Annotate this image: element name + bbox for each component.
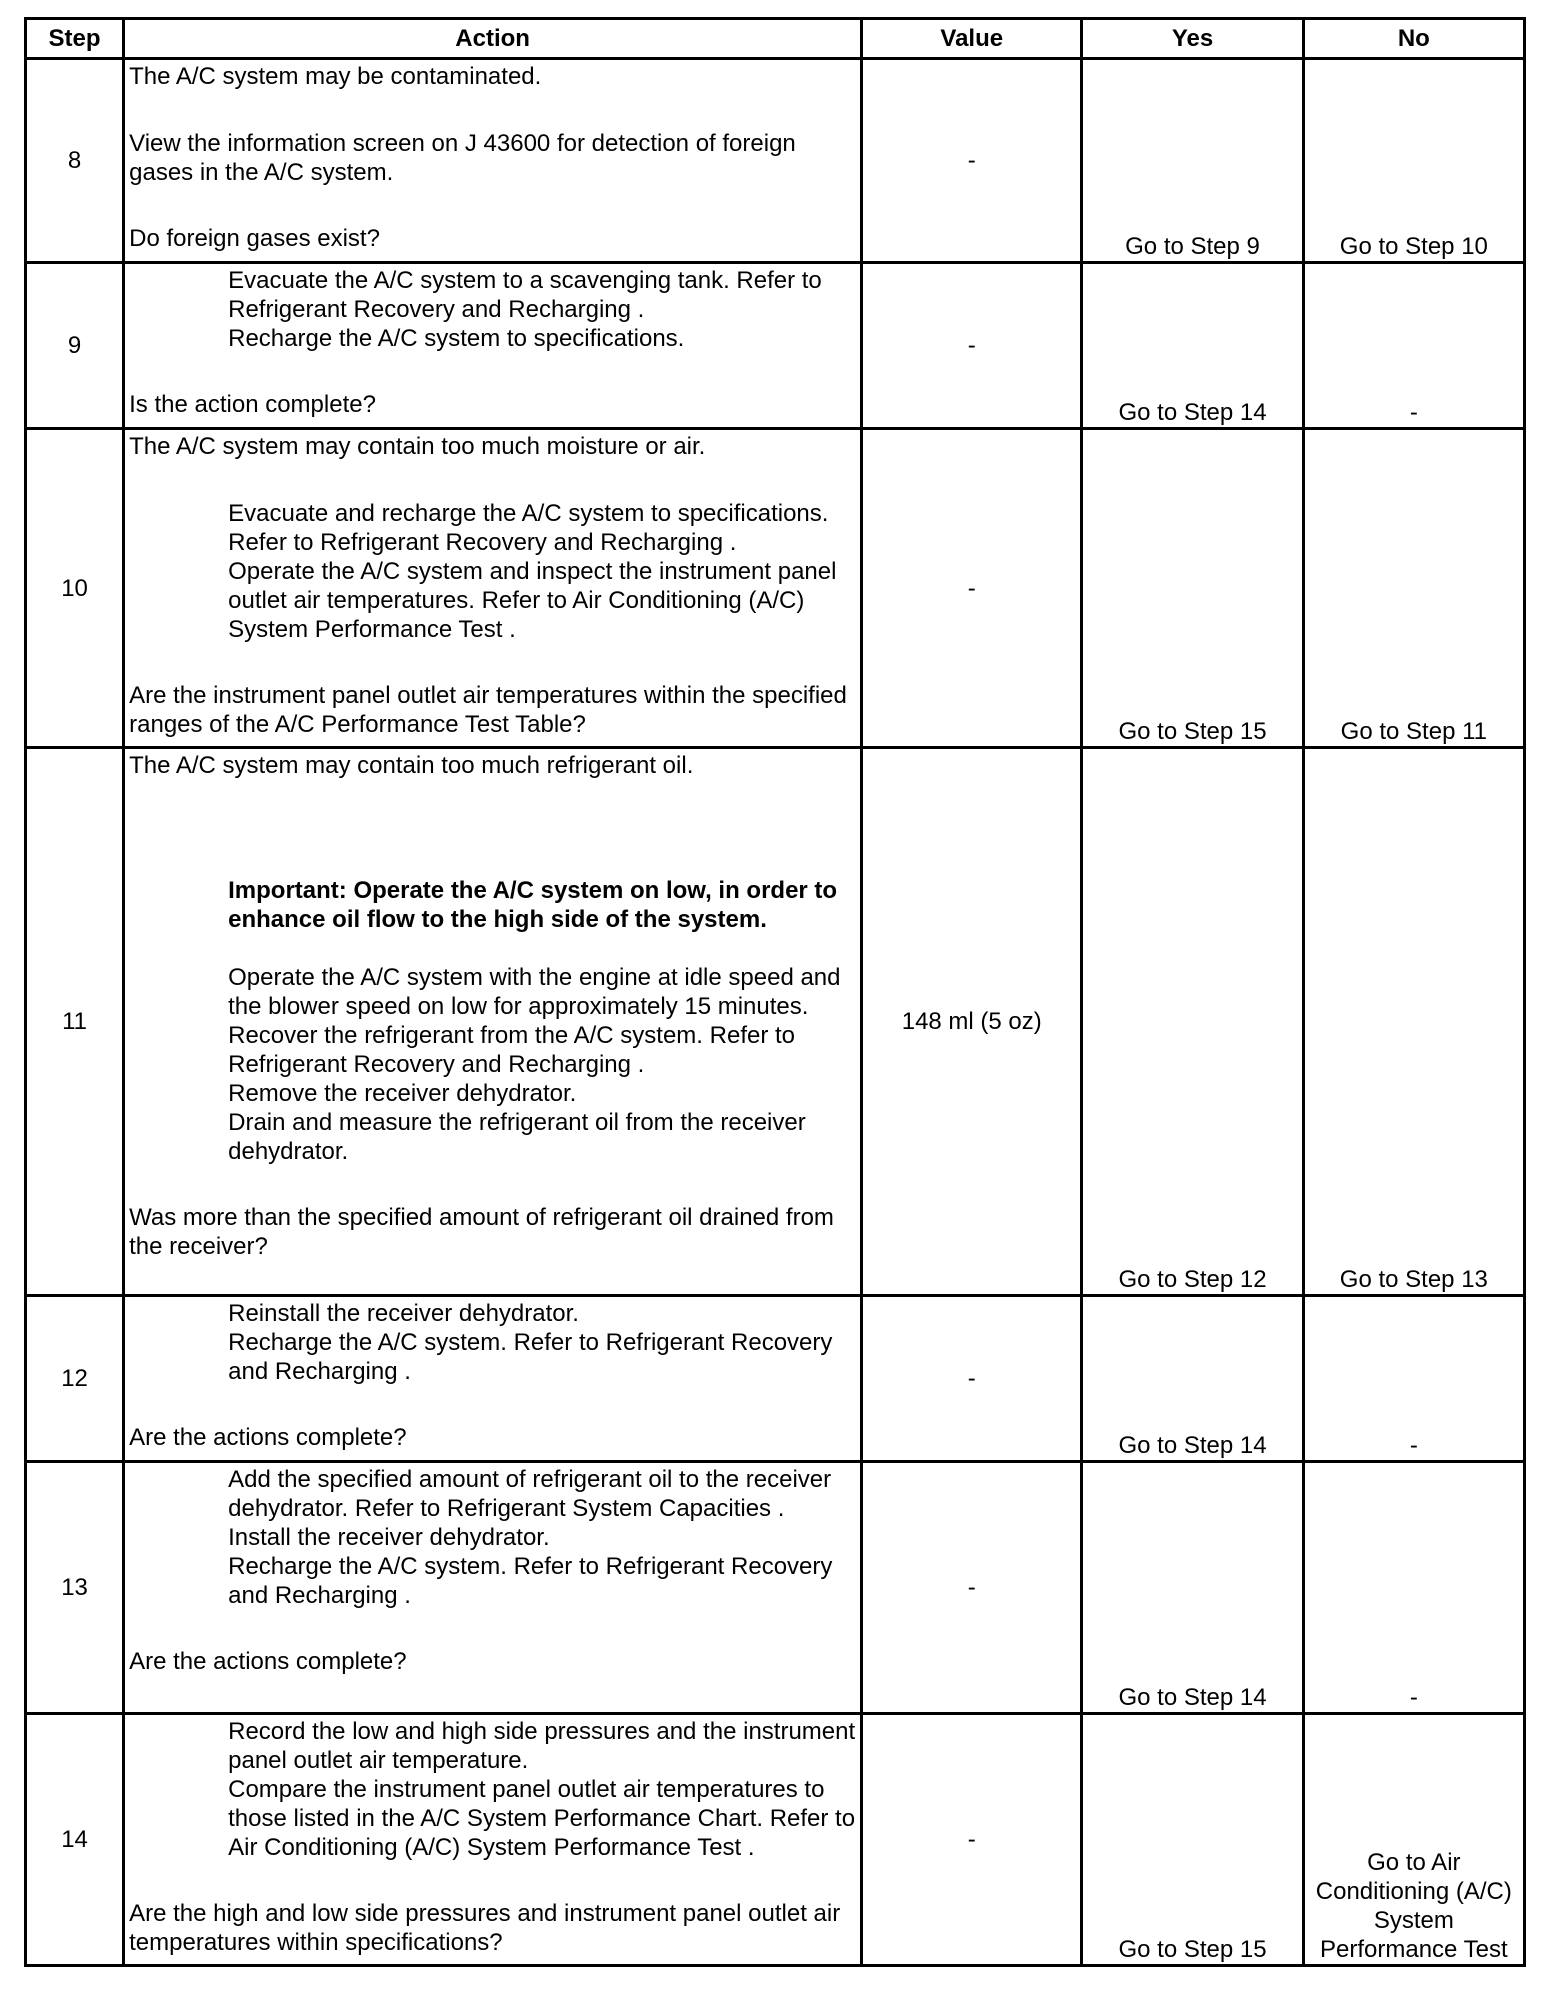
action-question: Are the instrument panel outlet air temperatures within the specified ranges of the A/C Performance Test Table? <box>129 682 847 738</box>
diagnostic-table <box>24 17 1526 1967</box>
table-row <box>26 1714 1525 1966</box>
action-item: Compare the instrument panel outlet air temperatures to those listed in the A/C System Performance Chart. Refer to Air Conditioning (A/C) System Performance Test . <box>228 1776 856 1861</box>
action-item: Evacuate and recharge the A/C system to specifications. Refer to Refrigerant Recovery and Recharging . <box>228 500 829 556</box>
action-question: Is the action complete? <box>129 391 376 418</box>
action-question: Do foreign gases exist? <box>129 225 380 252</box>
action-intro: The A/C system may be contaminated. <box>129 63 542 90</box>
action-cell <box>124 429 862 748</box>
action-item: Install the receiver dehydrator. <box>228 1524 550 1551</box>
header-action: Action <box>124 19 862 59</box>
action-item: Recover the refrigerant from the A/C system. Refer to Refrigerant Recovery and Recharging . <box>228 1022 796 1078</box>
no-link: - <box>1303 1462 1524 1714</box>
yes-link[interactable]: Go to Step 14 <box>1082 1462 1303 1714</box>
table-row <box>26 748 1525 1296</box>
value-cell: - <box>862 1296 1082 1462</box>
action-item: Recharge the A/C system. Refer to Refrigerant Recovery and Recharging . <box>228 1553 833 1609</box>
header-value: Value <box>862 19 1082 59</box>
action-cell <box>124 1714 862 1966</box>
action-intro: The A/C system may contain too much moisture or air. <box>129 433 706 460</box>
no-link[interactable]: Go to Step 10 <box>1303 59 1524 263</box>
value-cell: 148 ml (5 oz) <box>862 748 1082 1296</box>
step-number: 14 <box>26 1714 124 1966</box>
action-item: Operate the A/C system with the engine at idle speed and the blower speed on low for approximately 15 minutes. <box>228 964 841 1020</box>
header-row <box>26 19 1525 59</box>
table-row <box>26 429 1525 748</box>
no-link[interactable]: Go to Step 11 <box>1303 429 1524 748</box>
step-number: 9 <box>26 263 124 429</box>
step-number: 11 <box>26 748 124 1296</box>
action-cell <box>124 1462 862 1714</box>
yes-link[interactable]: Go to Step 12 <box>1082 748 1303 1296</box>
table-row <box>26 1296 1525 1462</box>
table-row <box>26 59 1525 263</box>
action-item: Evacuate the A/C system to a scavenging tank. Refer to Refrigerant Recovery and Recharging . <box>228 267 822 323</box>
action-item: Record the low and high side pressures and the instrument panel outlet air temperature. <box>228 1718 856 1774</box>
no-link: - <box>1303 263 1524 429</box>
action-item: Remove the receiver dehydrator. <box>228 1080 577 1107</box>
no-link: - <box>1303 1296 1524 1462</box>
yes-link[interactable]: Go to Step 14 <box>1082 263 1303 429</box>
action-item: Reinstall the receiver dehydrator. <box>228 1300 579 1327</box>
action-cell <box>124 748 862 1296</box>
no-link[interactable]: Go to Air Conditioning (A/C) System Performance Test <box>1303 1714 1524 1966</box>
header-yes: Yes <box>1082 19 1303 59</box>
step-number: 8 <box>26 59 124 263</box>
action-item: Add the specified amount of refrigerant oil to the receiver dehydrator. Refer to Refrigerant System Capacities . <box>228 1466 832 1522</box>
yes-link[interactable]: Go to Step 15 <box>1082 1714 1303 1966</box>
action-item: Drain and measure the refrigerant oil from the receiver dehydrator. <box>228 1109 806 1165</box>
action-question: Are the high and low side pressures and instrument panel outlet air temperatures within specifications? <box>129 1900 841 1956</box>
action-intro: The A/C system may contain too much refrigerant oil. <box>129 752 694 779</box>
table-row <box>26 263 1525 429</box>
step-number: 13 <box>26 1462 124 1714</box>
action-question: Are the actions complete? <box>129 1648 407 1675</box>
value-cell: - <box>862 1714 1082 1966</box>
action-cell <box>124 59 862 263</box>
action-cell <box>124 263 862 429</box>
step-number: 12 <box>26 1296 124 1462</box>
action-text: View the information screen on J 43600 for detection of foreign gases in the A/C system. <box>129 130 796 186</box>
header-no: No <box>1303 19 1524 59</box>
important-note: Important: Operate the A/C system on low, in order to enhance oil flow to the high side of the system. <box>228 877 838 933</box>
header-step: Step <box>26 19 124 59</box>
value-cell: - <box>862 263 1082 429</box>
yes-link[interactable]: Go to Step 14 <box>1082 1296 1303 1462</box>
step-number: 10 <box>26 429 124 748</box>
no-link[interactable]: Go to Step 13 <box>1303 748 1524 1296</box>
action-cell <box>124 1296 862 1462</box>
action-item: Recharge the A/C system. Refer to Refrigerant Recovery and Recharging . <box>228 1329 833 1385</box>
action-question: Are the actions complete? <box>129 1424 407 1451</box>
value-cell: - <box>862 429 1082 748</box>
table-row <box>26 1462 1525 1714</box>
value-cell: - <box>862 59 1082 263</box>
value-cell: - <box>862 1462 1082 1714</box>
yes-link[interactable]: Go to Step 15 <box>1082 429 1303 748</box>
yes-link[interactable]: Go to Step 9 <box>1082 59 1303 263</box>
action-item: Operate the A/C system and inspect the instrument panel outlet air temperatures. Refer to Air Conditioning (A/C) System Performance Test . <box>228 558 837 643</box>
action-question: Was more than the specified amount of refrigerant oil drained from the receiver? <box>129 1204 834 1260</box>
action-item: Recharge the A/C system to specifications. <box>228 325 685 352</box>
